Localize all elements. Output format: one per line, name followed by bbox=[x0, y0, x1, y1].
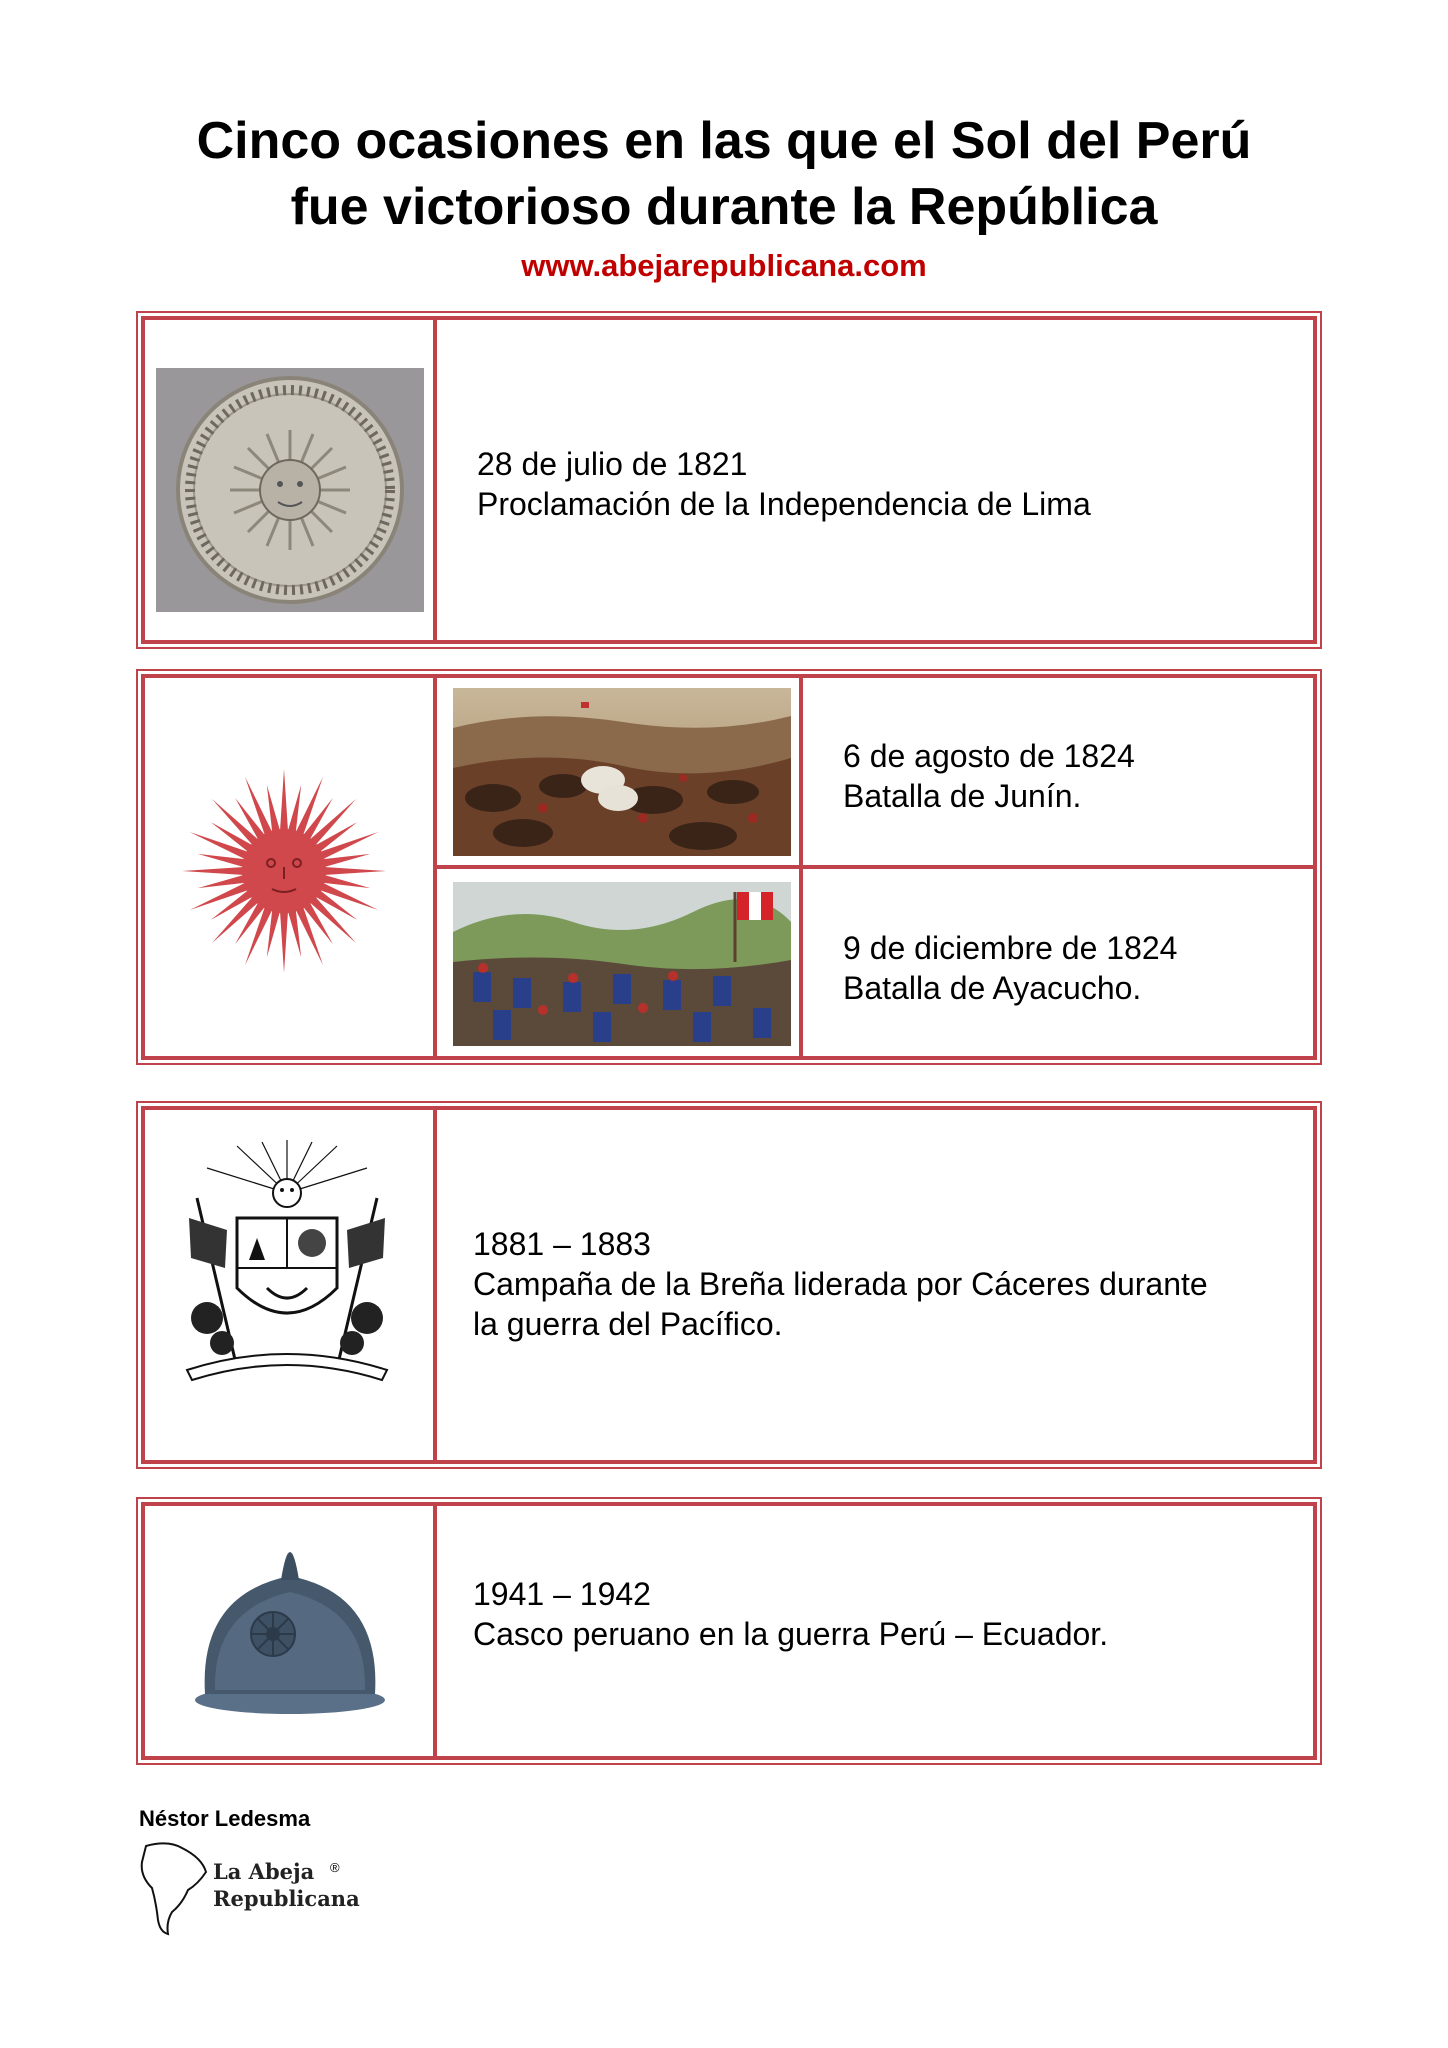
entry-event-line-2: la guerra del Pacífico. bbox=[473, 1306, 783, 1342]
logo-line-1: La Abeja bbox=[213, 1859, 315, 1884]
entry-block-3 bbox=[141, 1106, 1317, 1464]
entry-event-line-1: Campaña de la Breña liderada por Cáceres durante bbox=[473, 1266, 1208, 1302]
coin-image bbox=[156, 368, 424, 612]
entry-block-4 bbox=[141, 1502, 1317, 1760]
entry-date: 9 de diciembre de 1824 bbox=[843, 930, 1178, 966]
entry-event: Casco peruano en la guerra Perú – Ecuador. bbox=[473, 1616, 1109, 1652]
junin-painting bbox=[453, 688, 791, 856]
entry-text-junin bbox=[843, 736, 1135, 816]
entry-date: 28 de julio de 1821 bbox=[477, 446, 748, 482]
entry-date: 6 de agosto de 1824 bbox=[843, 738, 1135, 774]
coat-of-arms-engraving bbox=[167, 1138, 407, 1388]
entry-date: 1881 – 1883 bbox=[473, 1226, 651, 1262]
entry-event: Batalla de Ayacucho. bbox=[843, 970, 1142, 1006]
entry-block-2 bbox=[141, 674, 1317, 1060]
author-name: Néstor Ledesma bbox=[139, 1806, 311, 1831]
entry-date: 1941 – 1942 bbox=[473, 1576, 651, 1612]
entry-text-ayacucho bbox=[843, 928, 1177, 1008]
website-url[interactable]: www.abejarepublicana.com bbox=[521, 248, 927, 283]
logo-line-2: Republicana bbox=[213, 1886, 360, 1911]
helmet-image bbox=[185, 1514, 395, 1720]
ayacucho-painting bbox=[453, 882, 791, 1046]
registered-mark: ® bbox=[330, 1860, 340, 1875]
south-america-map-icon bbox=[138, 1840, 210, 1936]
entry-text-1 bbox=[477, 444, 1091, 524]
page-title bbox=[0, 108, 1448, 240]
entry-text-4 bbox=[473, 1574, 1108, 1654]
red-sun-icon bbox=[179, 766, 389, 976]
entry-text-3 bbox=[473, 1224, 1208, 1344]
entry-event: Proclamación de la Independencia de Lima bbox=[477, 486, 1091, 522]
title-line-1: Cinco ocasiones en las que el Sol del Perú bbox=[196, 112, 1252, 170]
entry-event: Batalla de Junín. bbox=[843, 778, 1082, 814]
entry-block-1 bbox=[141, 316, 1317, 644]
title-line-2: fue victorioso durante la República bbox=[290, 178, 1158, 236]
